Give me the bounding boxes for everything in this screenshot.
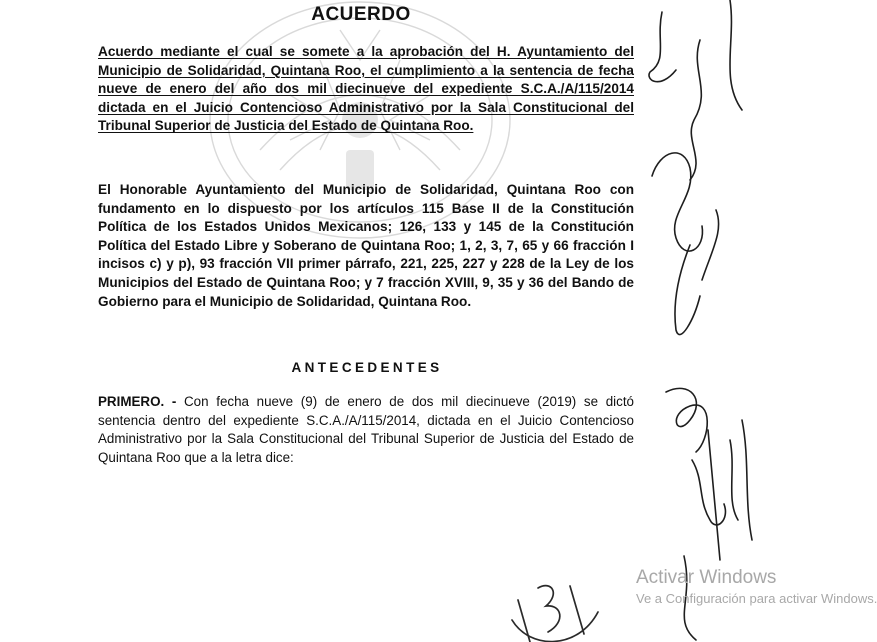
signature-stroke [652, 153, 702, 251]
signature-stroke [730, 440, 738, 520]
signature-stroke [666, 388, 707, 452]
page-number-stroke [512, 612, 598, 642]
paragraph-text: Con fecha nueve (9) de enero de dos mil diecinueve (2019) se dictó sentencia dentro del expediente S.C.A./A/115/2014, dictada en el Juicio Contencioso Administrativo por la Sala Constitucional del Tribunal Superior de Justicia del Estado de Quintana Roo que a la letra dice: [98, 394, 634, 465]
page-number-stroke [518, 600, 530, 642]
page-number-stroke [570, 586, 584, 634]
signature-stroke [690, 40, 701, 180]
section-heading: ANTECEDENTES [291, 360, 443, 375]
document-title: ACUERDO [311, 4, 411, 25]
signature-stroke [702, 210, 719, 280]
signature-stroke [675, 245, 700, 335]
activation-watermark [636, 567, 877, 627]
watermark-line-1: Activar Windows [636, 567, 777, 588]
agreement-summary: Acuerdo mediante el cual se somete a la aprobación del H. Ayuntamiento del Municipio de Solidaridad, Quintana Roo, el cumplimiento a la sentencia de fecha nueve de enero del año dos mil diecinueve del expediente S.C.A./A/115/2014 dictada en el Juicio Contencioso Administrativo por la Sala Constitucional del Tribunal Superior de Justicia del Estado de Quintana Roo. [98, 44, 634, 134]
signature-stroke [708, 430, 720, 560]
paragraph-lead: PRIMERO. - [98, 394, 177, 409]
watermark-line-2: Ve a Configuración para activar Windows. [636, 591, 877, 606]
signature-stroke [742, 420, 752, 540]
signature-stroke [692, 460, 725, 525]
page-number-stroke [538, 586, 560, 632]
legal-basis-paragraph: El Honorable Ayuntamiento del Municipio de Solidaridad, Quintana Roo con fundamento en lo dispuesto por los artículos 115 Base II de la Constitución Política de los Estados Unidos Mexicanos; 126, 133 y 145 de la Constitución Política del Estado Libre y Soberano de Quintana Roo; 1, 2, 3, 7, 65 y 66 fracción I incisos c) y p), 93 fracción VII primer párrafo, 221, 225, 227 y 228 de la Ley de los Municipios del Estado de Quintana Roo; y 7 fracción XVIII, 9, 35 y 36 del Bando de Gobierno para el Municipio de Solidaridad, Quintana Roo. [98, 182, 634, 309]
first-antecedent-paragraph [98, 393, 634, 467]
signature-stroke [730, 0, 742, 110]
